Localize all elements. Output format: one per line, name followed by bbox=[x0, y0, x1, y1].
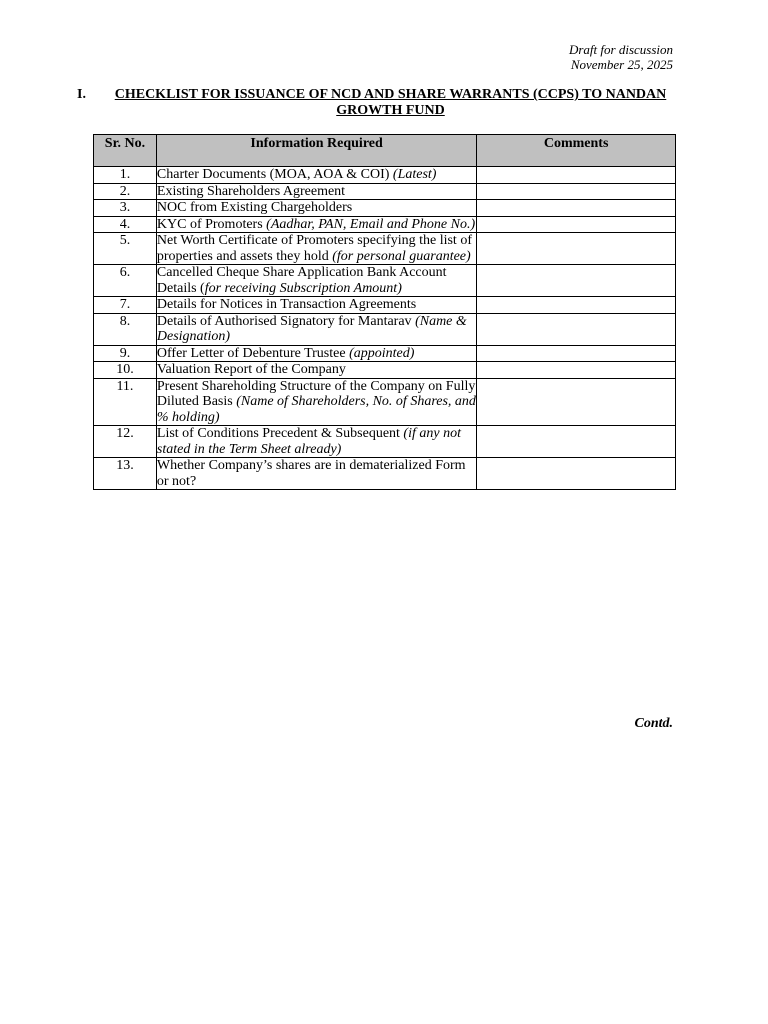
item-text: Net Worth Certificate of Promoters specifying the list of properties and assets they hold bbox=[156, 233, 472, 264]
table-row bbox=[94, 345, 676, 362]
item-note: (if any not stated in the Term Sheet already) bbox=[156, 426, 461, 457]
information-required-cell bbox=[156, 458, 476, 490]
sr-no-cell: 5. bbox=[94, 233, 157, 265]
item-text: Existing Shareholders Agreement bbox=[156, 183, 346, 199]
item-note: (Latest) bbox=[392, 167, 437, 182]
item-text: Details for Notices in Transaction Agreements bbox=[156, 297, 417, 312]
item-text: NOC from Existing Chargeholders bbox=[156, 200, 353, 215]
comments-cell bbox=[477, 183, 676, 200]
item-note: (for personal guarantee) bbox=[332, 248, 471, 264]
table-row bbox=[94, 265, 676, 297]
information-required-cell bbox=[156, 233, 476, 265]
item-text: Details of Authorised Signatory for Mantarav bbox=[156, 313, 416, 329]
item-note: for receiving Subscription Amount) bbox=[204, 280, 402, 296]
item-text: KYC of Promoters bbox=[156, 216, 267, 232]
comments-cell bbox=[477, 167, 676, 184]
information-required-cell bbox=[156, 167, 476, 184]
table-row bbox=[94, 313, 676, 345]
draft-label: Draft for discussion bbox=[568, 42, 673, 57]
item-note: (Name & Designation) bbox=[156, 313, 467, 344]
information-required-cell bbox=[156, 362, 476, 379]
item-text: List of Conditions Precedent & Subsequent bbox=[156, 426, 404, 441]
column-header-comments: Comments bbox=[477, 135, 676, 167]
sr-no-cell: 2. bbox=[94, 183, 157, 200]
section-title: CHECKLIST FOR ISSUANCE OF NCD AND SHARE WARRANTS (CCPS) TO NANDAN GROWTH FUND bbox=[114, 87, 667, 118]
comments-cell bbox=[477, 233, 676, 265]
draft-header bbox=[569, 42, 673, 72]
table-row bbox=[94, 378, 676, 426]
information-required-cell bbox=[156, 200, 476, 217]
sr-no-cell: 1. bbox=[94, 167, 157, 184]
comments-cell bbox=[477, 378, 676, 426]
information-required-cell bbox=[156, 378, 476, 426]
column-header-information-required: Information Required bbox=[156, 135, 476, 167]
draft-date: November 25, 2025 bbox=[570, 57, 673, 72]
comments-cell bbox=[477, 297, 676, 314]
table-row bbox=[94, 297, 676, 314]
comments-cell bbox=[477, 216, 676, 233]
item-note: (appointed) bbox=[349, 345, 415, 361]
item-text: Cancelled Cheque Share Application Bank Account Details ( bbox=[156, 265, 447, 296]
item-note: (Name of Shareholders, No. of Shares, and % holding) bbox=[156, 394, 476, 425]
comments-cell bbox=[477, 313, 676, 345]
sr-no-cell: 11. bbox=[94, 378, 157, 426]
item-text: Charter Documents (MOA, AOA & COI) bbox=[156, 167, 393, 182]
information-required-cell bbox=[156, 183, 476, 200]
information-required-cell bbox=[156, 345, 476, 362]
sr-no-cell: 7. bbox=[94, 297, 157, 314]
checklist-table bbox=[93, 134, 676, 490]
comments-cell bbox=[477, 345, 676, 362]
column-header-sr-no: Sr. No. bbox=[94, 135, 157, 167]
sr-no-cell: 4. bbox=[94, 216, 157, 233]
section-heading bbox=[77, 87, 677, 119]
table-row bbox=[94, 216, 676, 233]
table-row bbox=[94, 200, 676, 217]
item-text: Offer Letter of Debenture Trustee bbox=[156, 345, 350, 361]
item-text: Present Shareholding Structure of the Company on Fully Diluted Basis bbox=[156, 378, 476, 409]
contd-label: Contd. bbox=[634, 716, 673, 731]
sr-no-cell: 3. bbox=[94, 200, 157, 217]
sr-no-cell: 8. bbox=[94, 313, 157, 345]
sr-no-cell: 9. bbox=[94, 345, 157, 362]
table-row bbox=[94, 458, 676, 490]
item-text: Whether Company’s shares are in dematerialized Form or not? bbox=[156, 458, 466, 489]
table-row bbox=[94, 167, 676, 184]
sr-no-cell: 10. bbox=[94, 362, 157, 379]
table-row bbox=[94, 183, 676, 200]
information-required-cell bbox=[156, 426, 476, 458]
sr-no-cell: 12. bbox=[94, 426, 157, 458]
comments-cell bbox=[477, 265, 676, 297]
sr-no-cell: 13. bbox=[94, 458, 157, 490]
information-required-cell bbox=[156, 297, 476, 314]
section-number: I. bbox=[77, 87, 86, 102]
information-required-cell bbox=[156, 313, 476, 345]
information-required-cell bbox=[156, 265, 476, 297]
item-text: Valuation Report of the Company bbox=[156, 362, 346, 377]
table-row bbox=[94, 362, 676, 379]
sr-no-cell: 6. bbox=[94, 265, 157, 297]
comments-cell bbox=[477, 458, 676, 490]
comments-cell bbox=[477, 362, 676, 379]
comments-cell bbox=[477, 200, 676, 217]
information-required-cell bbox=[156, 216, 476, 233]
table-row bbox=[94, 426, 676, 458]
table-row bbox=[94, 233, 676, 265]
table-header-row bbox=[94, 135, 676, 167]
comments-cell bbox=[477, 426, 676, 458]
item-note: (Aadhar, PAN, Email and Phone No.) bbox=[266, 216, 476, 232]
